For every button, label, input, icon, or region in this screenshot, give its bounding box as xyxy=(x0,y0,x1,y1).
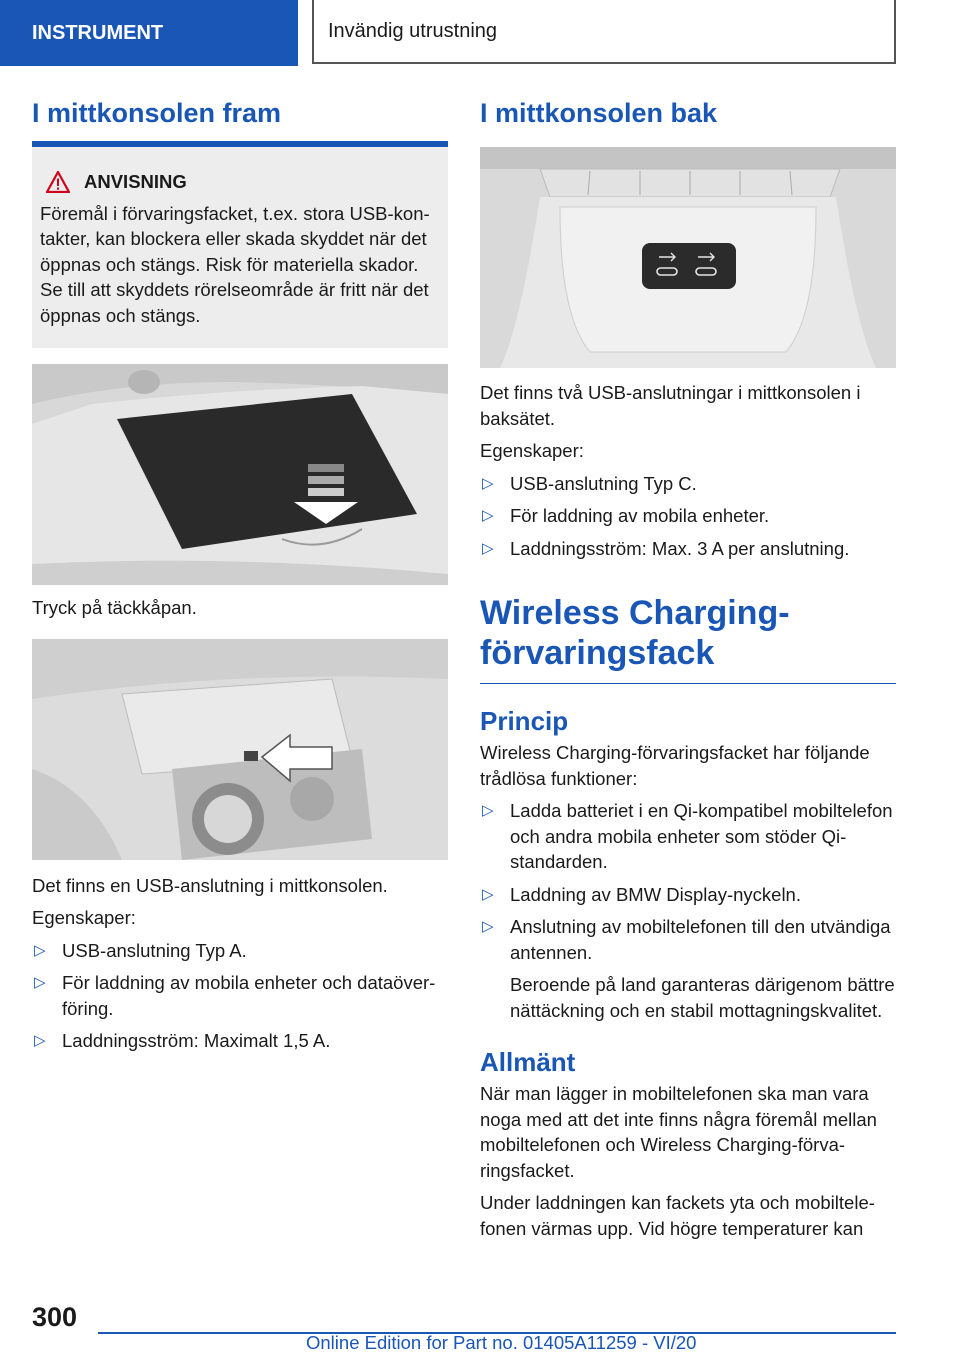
section-heading-rear: I mittkonsolen bak xyxy=(480,98,718,128)
chapter-tab: INSTRUMENT xyxy=(0,0,298,66)
caption-press-cover: Tryck på täckkåpan. xyxy=(32,597,197,618)
page-header-title: Invändig utrustning xyxy=(312,0,896,64)
rear-properties-label: Egenskaper: xyxy=(480,440,584,461)
front-properties-list xyxy=(32,938,448,1054)
list-item: ▷ Ladda batteriet i en Qi-kompatibel mobiltelefon och andra mobila enheter som stöder Qi-standarden. xyxy=(480,798,896,875)
princip-extra-note: Beroende på land garanteras därigenom bättre nättäckning och en stabil mottagningskvalitet. xyxy=(510,974,895,1021)
allmant-paragraph-2: Under laddningen kan fackets yta och mobiltelefonen värmas upp. Vid högre temperaturer kan xyxy=(480,1192,875,1239)
section-heading-front: I mittkonsolen fram xyxy=(32,98,448,147)
rear-properties-list xyxy=(480,471,896,562)
footer-edition-text: Online Edition for Part no. 01405A11259 - VI/20 xyxy=(306,1332,697,1353)
left-column xyxy=(32,98,448,1054)
page-number: 300 xyxy=(32,1302,78,1332)
bullet-triangle-icon: ▷ xyxy=(482,507,494,524)
list-item: ▷ USB-anslutning Typ A. xyxy=(32,938,448,964)
rear-usb-description: Det finns två USB-anslutningar i mittkonsolen i baksätet. xyxy=(480,382,861,429)
subheading-princip: Princip xyxy=(480,706,569,736)
list-item: ▷ USB-anslutning Typ C. xyxy=(480,471,896,497)
bullet-triangle-icon: ▷ xyxy=(482,885,494,903)
list-item: ▷ För laddning av mobila enheter. xyxy=(480,503,896,529)
bullet-triangle-icon: ▷ xyxy=(34,1032,46,1049)
princip-list xyxy=(480,798,896,965)
list-item: ▷ Laddningsström: Max. 3 A per anslutning. xyxy=(480,536,896,562)
front-console-cover-image xyxy=(32,364,448,585)
notice-header xyxy=(40,169,438,195)
list-item: ▷ Laddning av BMW Display-nyckeln. xyxy=(480,882,896,908)
list-item: ▷ Laddningsström: Maximalt 1,5 A. xyxy=(32,1028,448,1054)
bullet-triangle-icon: ▷ xyxy=(34,941,46,959)
list-item: ▷ För laddning av mobila enheter och dataöverföring. xyxy=(32,970,448,1021)
notice-label: ANVISNING xyxy=(84,171,187,192)
bullet-triangle-icon: ▷ xyxy=(482,539,494,557)
bullet-triangle-icon: ▷ xyxy=(482,474,494,492)
princip-text: Wireless Charging-förvaringsfacket har följande trådlösa funktioner: xyxy=(480,742,870,789)
notice-text: Föremål i förvaringsfacket, t.ex. stora USB-kontakter, kan blockera eller skada skyddet när det öppnas och stängs. Risk för materiella skador. Se till att skyddets rörelseområde är fritt när det öppnas och stängs. xyxy=(40,202,430,326)
list-item: ▷ Anslutning av mobiltelefonen till den utvändiga antennen. xyxy=(480,914,896,965)
subheading-allmant: Allmänt xyxy=(480,1047,576,1077)
front-usb-description: Det finns en USB-anslutning i mittkonsolen. xyxy=(32,874,388,896)
warning-triangle-icon xyxy=(46,171,70,193)
bullet-triangle-icon: ▷ xyxy=(482,802,494,819)
notice-box xyxy=(32,147,448,348)
chapter-title-wireless-charging: Wireless Charging-förvaringsfack xyxy=(480,593,896,684)
bullet-triangle-icon: ▷ xyxy=(482,918,494,935)
front-usb-image xyxy=(32,639,448,860)
front-properties-label: Egenskaper: xyxy=(32,907,136,928)
allmant-paragraph-1: När man lägger in mobiltelefonen ska man vara noga med att det inte finns några föremål mellan mobiltelefonen och Wireless Charging-förvaringsfacket. xyxy=(480,1083,877,1181)
rear-usb-image xyxy=(480,147,896,368)
right-column xyxy=(480,98,896,1241)
bullet-triangle-icon: ▷ xyxy=(34,974,46,991)
